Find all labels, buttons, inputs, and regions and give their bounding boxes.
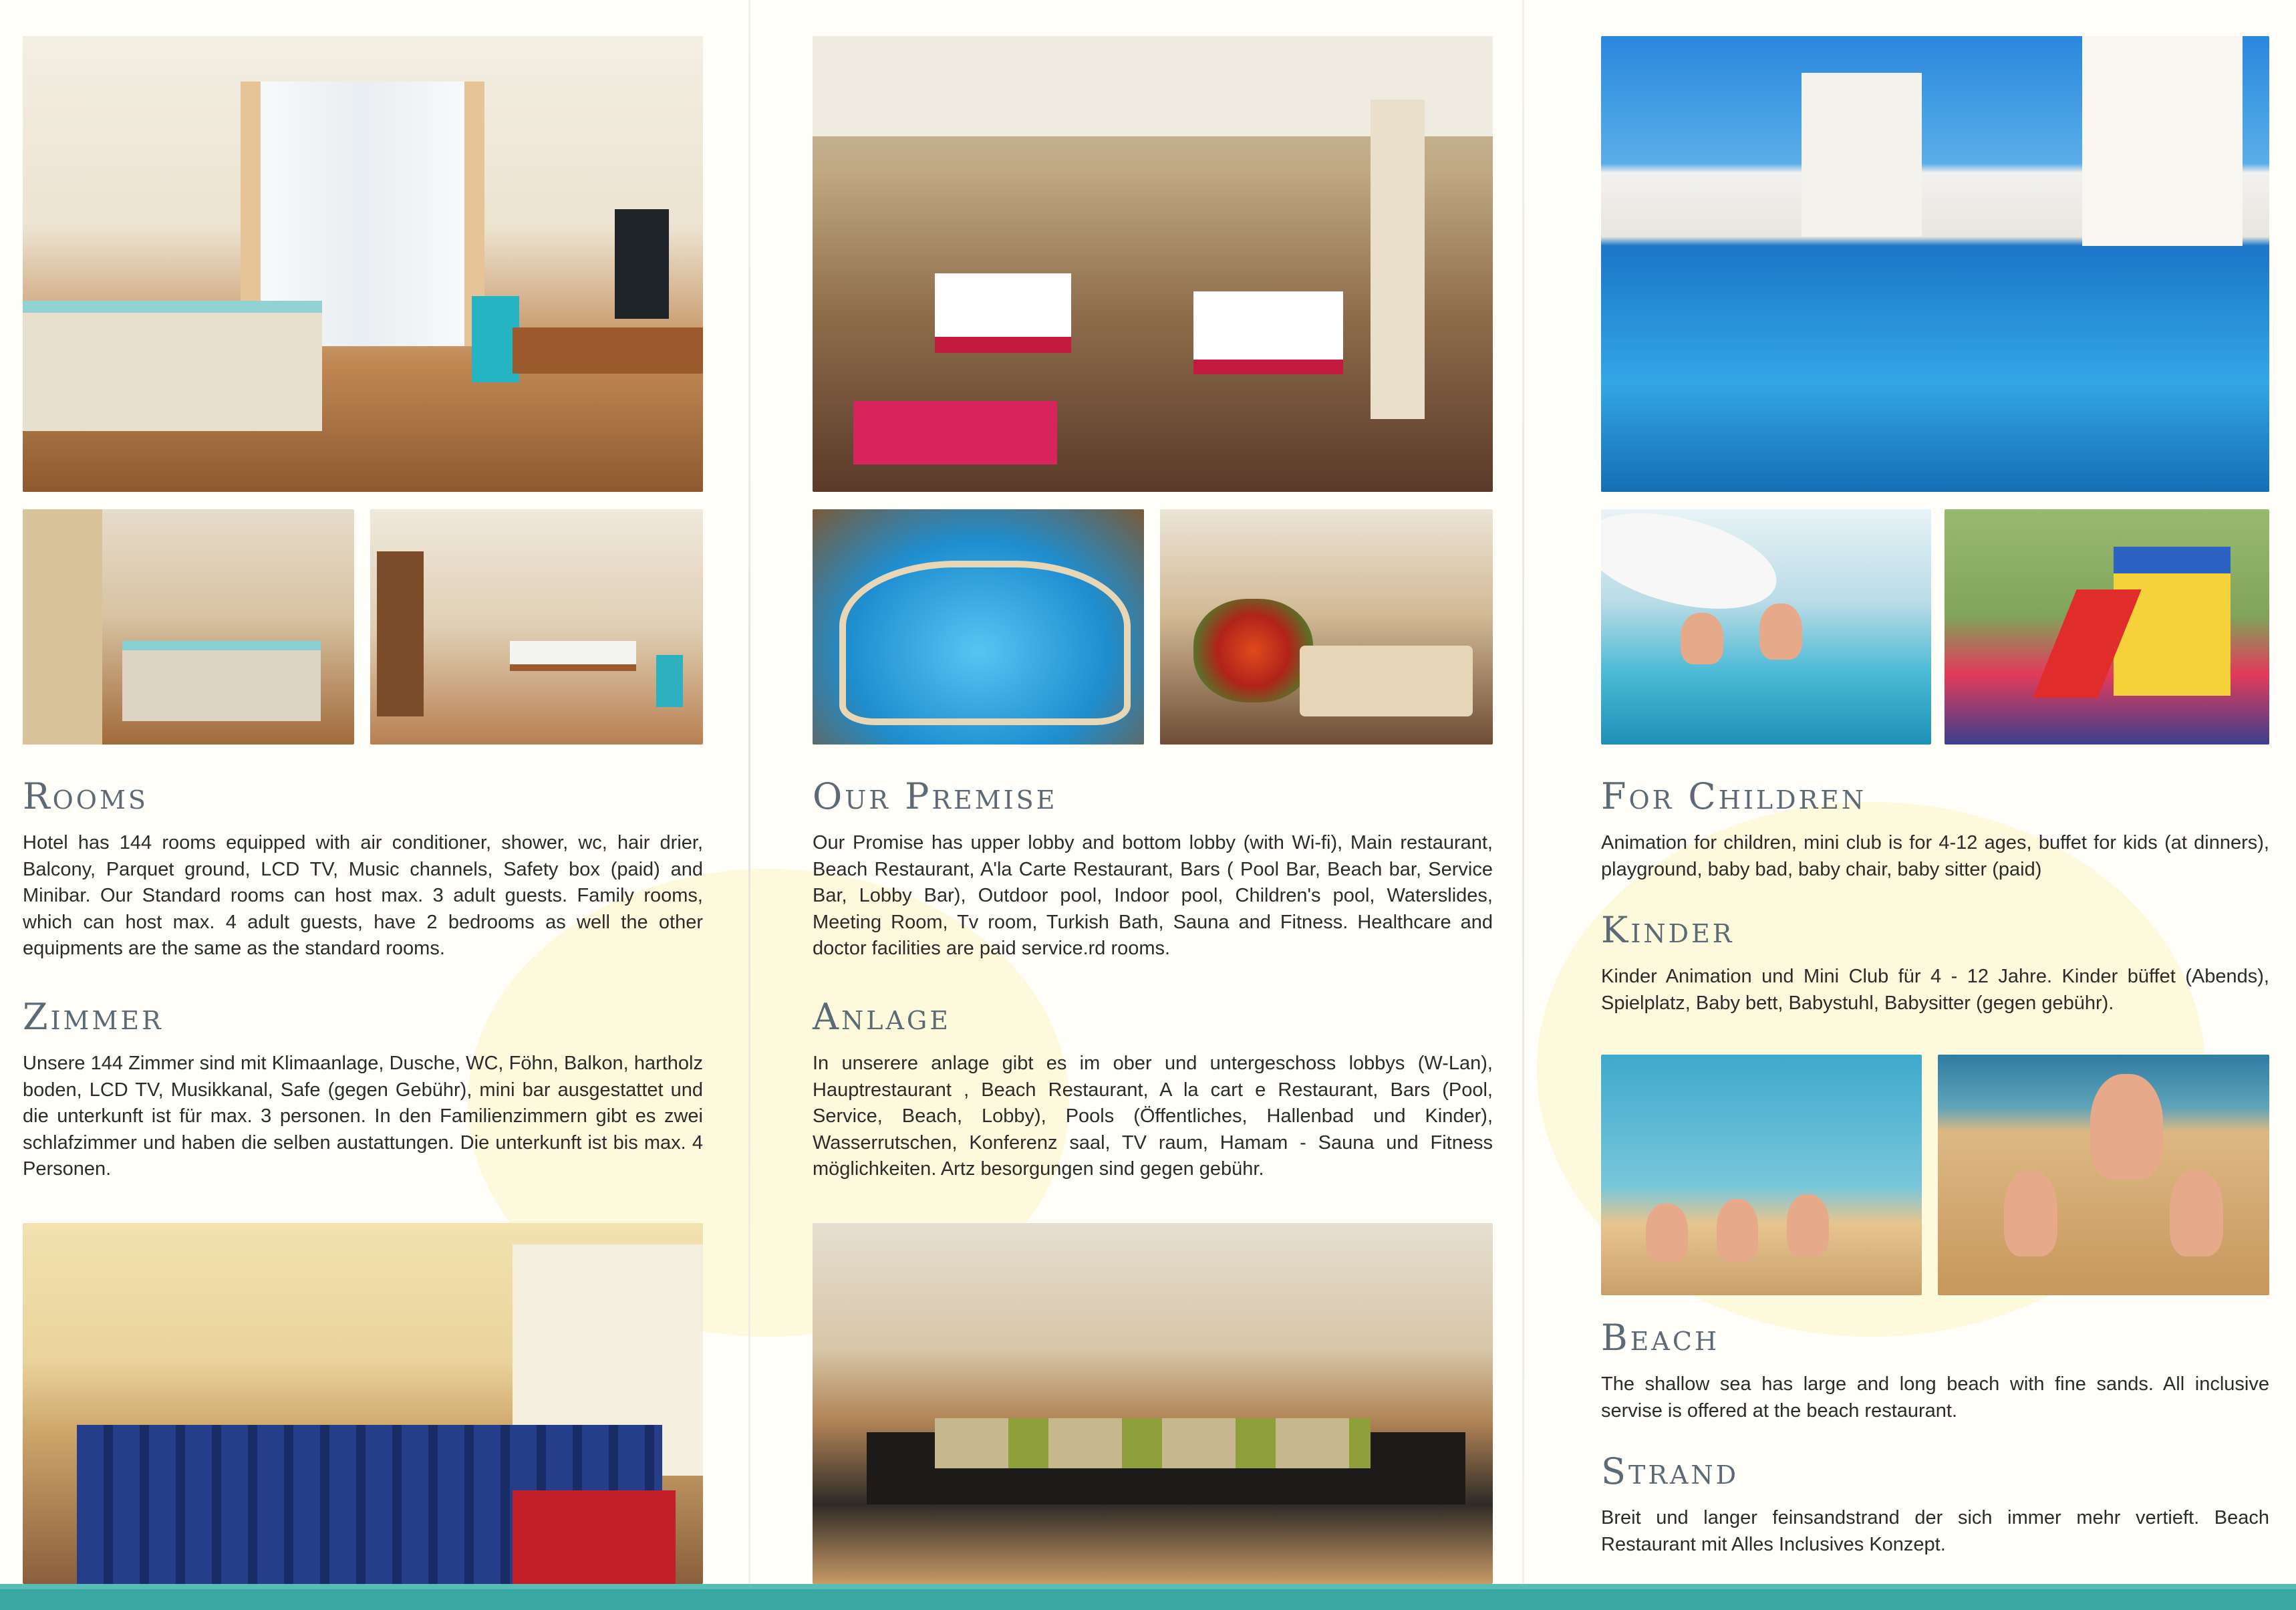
strand-text: Breit und langer feinsandstrand der sich immer mehr vertieft. Beach Restaurant mit Alles Inclusives Konzept.: [1601, 1507, 2269, 1555]
bottom-band-highlight: [0, 1584, 2296, 1589]
beach-text: The shallow sea has large and long beach with fine sands. All inclusive servise is offered at the beach restaurant.: [1601, 1373, 2269, 1422]
play-house: [2114, 547, 2231, 696]
panel-premise: [748, 0, 1524, 1584]
photo-buffet-counter: [813, 1223, 1493, 1584]
our-premise-heading: Our Premise: [813, 775, 1058, 817]
for-children-heading: For Children: [1601, 775, 1867, 817]
tv: [615, 209, 669, 319]
zimmer-heading: Zimmer: [23, 996, 164, 1038]
panel-rooms: [0, 0, 748, 1584]
panel-children-beach: [1524, 0, 2296, 1584]
adult: [2090, 1074, 2163, 1180]
photo-hotel-room: [23, 36, 703, 492]
anlage-heading: Anlage: [813, 996, 952, 1038]
pool-rim: [839, 561, 1131, 724]
kinder-heading: Kinder: [1601, 909, 1735, 951]
child: [1759, 603, 1802, 660]
kinder-text: Kinder Animation und Mini Club für 4 - 12 Jahre. Kinder büffet (Abends), Spielplatz, Baby bett, Babystuhl, Babysitter (gegen gebühr).: [1601, 966, 2269, 1014]
photo-outdoor-pool: [1601, 36, 2269, 492]
indoor-pool-photo-scene: [813, 509, 1144, 745]
photo-room-desk: [370, 509, 703, 745]
strand-heading: Strand: [1601, 1450, 1739, 1492]
photo-beach-children: [1601, 1055, 1922, 1295]
photo-sandcastle: [1938, 1055, 2269, 1295]
bottom-band: [0, 1584, 2296, 1610]
building: [1802, 73, 1922, 237]
table: [853, 401, 1057, 464]
beach-children-photo-scene: [1601, 1055, 1922, 1295]
door: [377, 551, 424, 716]
buffet-photo-scene: [1160, 509, 1493, 745]
rooms-heading: Rooms: [23, 775, 148, 817]
red-chairs: [513, 1490, 676, 1584]
room-photo-scene: [23, 36, 703, 492]
meeting-room-photo-scene: [23, 1223, 703, 1584]
curtain: [23, 509, 102, 745]
child: [1646, 1204, 1687, 1261]
bedroom-photo-scene: [23, 509, 354, 745]
photo-playground: [1945, 509, 2269, 745]
chair: [656, 655, 683, 706]
slide: [1601, 509, 1787, 626]
zimmer-text: Unsere 144 Zimmer sind mit Klimaanlage, Dusche, WC, Föhn, Balkon, hartholz boden, LCD TV, Musikkanal, Safe (gegen Gebühr), mini bar ausgestattet und die unterkunft ist für max. 3 personen. In den Familienzimmern gibt es zwei schlafzimmer und haben die selben austattungen. Die unterkunft ist bis max. 4 Personen.: [23, 1053, 703, 1180]
child: [1717, 1199, 1758, 1262]
child: [2170, 1170, 2222, 1257]
photo-bedroom: [23, 509, 354, 745]
playground-photo-scene: [1945, 509, 2269, 745]
desk: [510, 641, 636, 671]
child: [1787, 1194, 1828, 1257]
table: [935, 273, 1071, 353]
child: [2004, 1170, 2057, 1257]
bed: [122, 641, 321, 721]
buffet-counter-photo-scene: [813, 1223, 1493, 1584]
waterslide-photo-scene: [1601, 509, 1931, 745]
sandcastle-photo-scene: [1938, 1055, 2269, 1295]
photo-buffet-display: [1160, 509, 1493, 745]
anlage-text: In unserere anlage gibt es im ober und untergeschoss lobbys (W-Lan), Hauptrestaurant , Beach Restaurant, A la cart e Restaurant, Bars (Pool, Service, Beach, Lobby), Pools (Öffentliches, Hallenbad und Kinder), Wasserrutschen, Konferenz saal, TV raum, Hamam - Sauna und Fitness möglichkeiten. Artz besorgungen sind gegen gebühr.: [813, 1053, 1493, 1180]
room-desk-photo-scene: [370, 509, 703, 745]
photo-meeting-room: [23, 1223, 703, 1584]
column: [1371, 100, 1425, 418]
restaurant-photo-scene: [813, 36, 1493, 492]
photo-restaurant: [813, 36, 1493, 492]
fruit-display: [1193, 599, 1313, 702]
desk: [513, 327, 703, 373]
our-premise-text: Our Promise has upper lobby and bottom lobby (with Wi-fi), Main restaurant, Beach Restaurant, A'la Carte Restaurant, Bars ( Pool Bar, Beach bar, Service Bar, Lobby Bar), Outdoor pool, Indoor pool, Children's pool, Waterslides, Meeting Room, Tv room, Turkish Bath, Sauna and Fitness. Healthcare and doctor facilities are paid service.rd rooms.: [813, 832, 1493, 959]
building: [2082, 36, 2243, 246]
child: [1681, 613, 1723, 664]
outdoor-pool-photo-scene: [1601, 36, 2269, 492]
food-pans: [935, 1418, 1371, 1469]
table: [1193, 291, 1343, 374]
bed: [23, 301, 322, 431]
photo-indoor-pool: [813, 509, 1144, 745]
rooms-text: Hotel has 144 rooms equipped with air conditioner, shower, wc, hair drier, Balcony, Parquet ground, LCD TV, Music channels, Safety box (paid) and Minibar. Our Standard rooms can host max. 3 adult guests. Family rooms, which can host max. 4 adult guests, have 2 bedrooms as well the other equipments are the same as the standard rooms.: [23, 832, 703, 959]
photo-waterslide: [1601, 509, 1931, 745]
for-children-text: Animation for children, mini club is for 4-12 ages, buffet for kids (at dinners), playground, baby bad, baby chair, baby sitter (paid): [1601, 832, 2269, 880]
beach-heading: Beach: [1601, 1317, 1720, 1359]
food-tray: [1300, 646, 1473, 716]
